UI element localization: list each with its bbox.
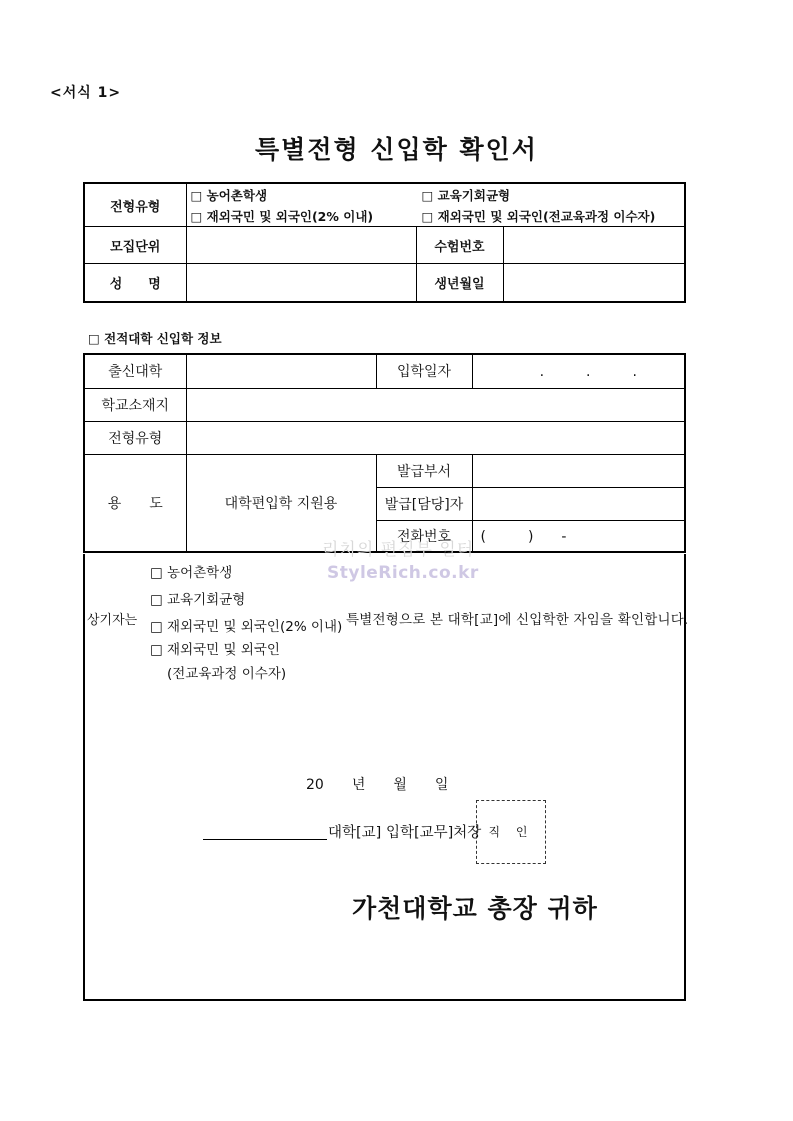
school-location-field[interactable] bbox=[186, 388, 685, 421]
option-overseas-2pct-checkbox[interactable]: □ 재외국민 및 외국인(2% 이내) bbox=[190, 209, 374, 224]
issuer-person-field[interactable] bbox=[472, 487, 685, 520]
signer-title: 대학[교] 입학[교무]처장 bbox=[328, 825, 482, 841]
admission-type-label: 전형유형 bbox=[84, 183, 186, 227]
issue-date: 20 년 월 일 bbox=[306, 777, 449, 793]
issuing-dept-field[interactable] bbox=[472, 454, 685, 487]
name-label: 성 명 bbox=[84, 264, 186, 303]
birthdate-label: 생년월일 bbox=[417, 264, 504, 301]
name-field[interactable] bbox=[186, 264, 416, 303]
subject-label: 상기자는 bbox=[87, 613, 138, 628]
exam-row-cells bbox=[416, 227, 685, 264]
purpose-value: 대학편입학 지원용 bbox=[186, 454, 376, 552]
exam-number-label: 수험번호 bbox=[417, 227, 504, 263]
phone-label: 전화번호 bbox=[376, 520, 472, 552]
watermark-korean: 리치의 편집부 일터 bbox=[322, 540, 475, 560]
prev-admission-type-label: 전형유형 bbox=[84, 421, 186, 454]
confirm-option-overseas-note: (전교육과정 이수자) bbox=[167, 666, 287, 682]
birth-row-cells bbox=[416, 264, 685, 303]
confirm-option-overseas[interactable]: □ 재외국민 및 외국인 bbox=[150, 642, 280, 658]
recipient: 가천대학교 총장 귀하 bbox=[352, 894, 598, 923]
birthdate-field[interactable] bbox=[504, 264, 685, 301]
applicant-info-table bbox=[83, 182, 686, 303]
admission-date-field[interactable]: . . . bbox=[472, 354, 685, 388]
origin-univ-label: 출신대학 bbox=[84, 354, 186, 388]
origin-univ-field[interactable] bbox=[186, 354, 376, 388]
option-rural-checkbox[interactable]: □ 농어촌학생 bbox=[190, 188, 268, 203]
unit-label: 모집단위 bbox=[84, 227, 186, 264]
option-opportunity-checkbox[interactable]: □ 교육기회균형 bbox=[421, 188, 511, 203]
purpose-label: 용 도 bbox=[84, 454, 186, 552]
form-number: <서식 1> bbox=[50, 85, 122, 101]
admission-date-label: 입학일자 bbox=[376, 354, 472, 388]
confirm-option-opportunity[interactable]: □ 교육기회균형 bbox=[150, 592, 246, 608]
issuer-person-label: 발급[담당]자 bbox=[376, 487, 472, 520]
prev-admission-type-field[interactable] bbox=[186, 421, 685, 454]
phone-field[interactable]: ( ) - bbox=[472, 520, 685, 552]
confirm-option-overseas-2pct[interactable]: □ 재외국민 및 외국인(2% 이내) bbox=[150, 619, 343, 635]
official-seal-box: 직 인 bbox=[476, 800, 546, 864]
section-title-prev-university: □ 전적대학 신입학 정보 bbox=[88, 331, 222, 346]
signature-line bbox=[203, 839, 327, 840]
unit-field[interactable] bbox=[186, 227, 416, 264]
option-overseas-full-checkbox[interactable]: □ 재외국민 및 외국인(전교육과정 이수자) bbox=[421, 209, 656, 224]
issuing-dept-label: 발급부서 bbox=[376, 454, 472, 487]
admission-type-options bbox=[186, 183, 685, 227]
prev-university-table bbox=[83, 353, 686, 553]
confirm-option-rural[interactable]: □ 농어촌학생 bbox=[150, 565, 233, 581]
confirmation-statement: 특별전형으로 본 대학[교]에 신입학한 자임을 확인합니다. bbox=[346, 612, 689, 628]
document-title: 특별전형 신입학 확인서 bbox=[255, 135, 538, 164]
watermark-site: StyleRich.co.kr bbox=[327, 563, 479, 583]
exam-number-field[interactable] bbox=[504, 227, 685, 263]
school-location-label: 학교소재지 bbox=[84, 388, 186, 421]
